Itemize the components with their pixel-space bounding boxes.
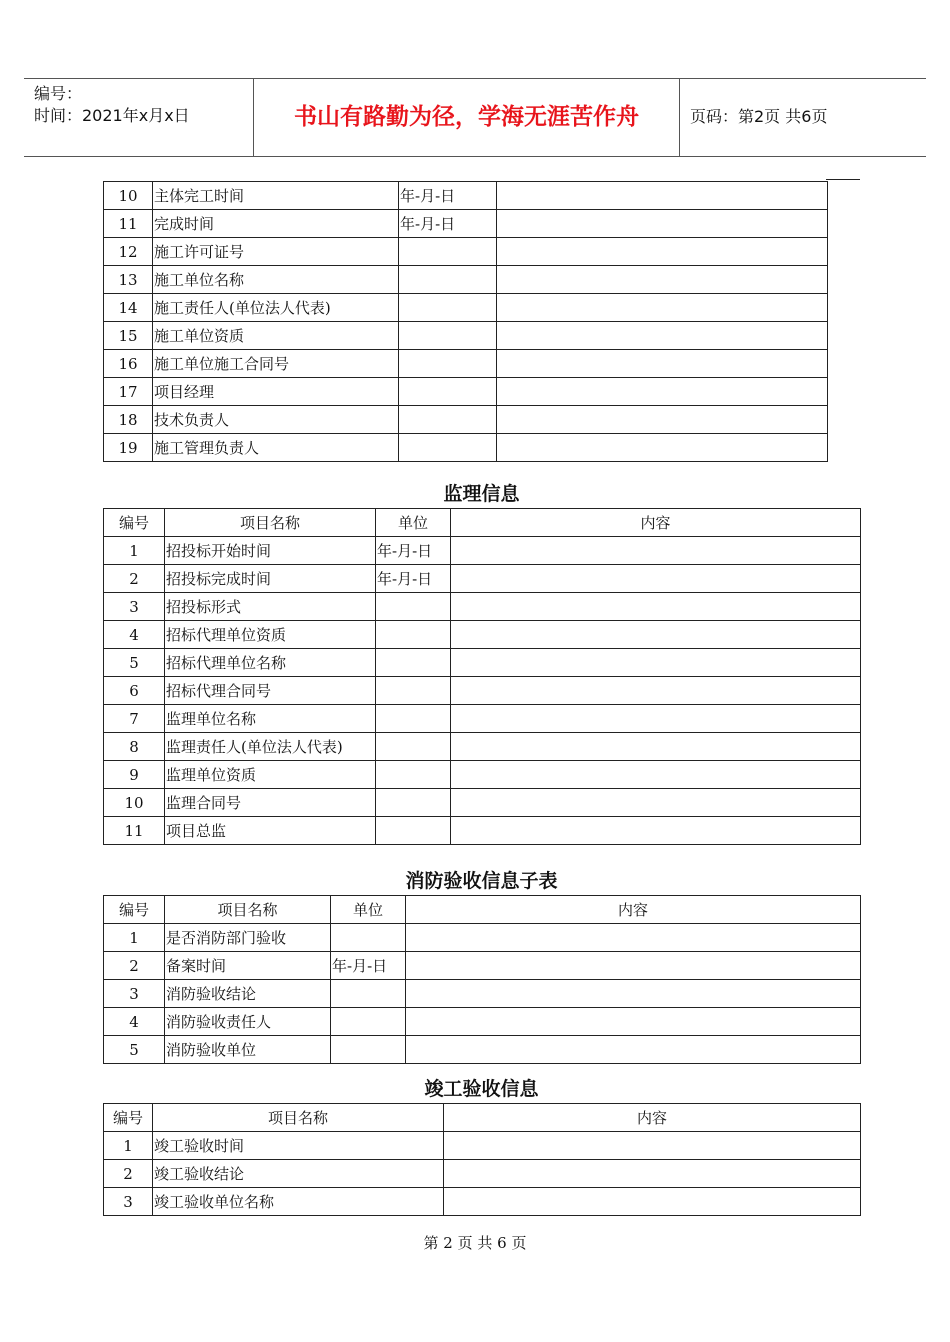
cell-unit: [399, 350, 497, 378]
cell-no: 7: [104, 705, 165, 733]
cell-content: [451, 593, 861, 621]
cell-content: [451, 817, 861, 845]
cell-unit: 年-月-日: [399, 182, 497, 210]
cell-unit: [376, 593, 451, 621]
table-row: [104, 565, 861, 593]
completion-table: [103, 1103, 861, 1216]
table-row: [104, 593, 861, 621]
cell-no: 12: [104, 238, 153, 266]
cell-content: [406, 952, 861, 980]
header-divider: [679, 79, 680, 156]
cell-no: 1: [104, 1132, 153, 1160]
cell-content: [444, 1132, 861, 1160]
cell-name: 主体完工时间: [153, 182, 399, 210]
cell-no: 9: [104, 761, 165, 789]
cell-content: [444, 1188, 861, 1216]
cell-unit: [331, 1008, 406, 1036]
cell-no: 5: [104, 649, 165, 677]
cell-name: 项目总监: [165, 817, 376, 845]
cell-unit: [331, 980, 406, 1008]
time-label: 时间：2021年x月x日: [34, 106, 190, 125]
table-row: [104, 621, 861, 649]
table-row: [104, 238, 828, 266]
cell-content: [497, 378, 828, 406]
cell-no: 19: [104, 434, 153, 462]
cell-name: 招投标形式: [165, 593, 376, 621]
cell-unit: 年-月-日: [376, 537, 451, 565]
table-row: [104, 817, 861, 845]
table-row: [104, 1132, 861, 1160]
cell-unit: [376, 649, 451, 677]
cell-content: [451, 565, 861, 593]
header-cell-name: 项目名称: [165, 509, 376, 537]
table-row: [104, 294, 828, 322]
cell-no: 3: [104, 1188, 153, 1216]
cell-content: [406, 1008, 861, 1036]
header-cell-no: 编号: [104, 509, 165, 537]
header-cell-no: 编号: [104, 1104, 153, 1132]
cell-content: [497, 266, 828, 294]
cell-name: 施工管理负责人: [153, 434, 399, 462]
cell-content: [444, 1160, 861, 1188]
table-row: [104, 1036, 861, 1064]
cell-content: [451, 621, 861, 649]
number-label: 编号：: [34, 84, 83, 103]
cell-no: 1: [104, 924, 165, 952]
cell-name: 竣工验收单位名称: [153, 1188, 444, 1216]
table-row: [104, 434, 828, 462]
cell-name: 监理单位资质: [165, 761, 376, 789]
completion-table-body: [104, 1104, 861, 1216]
cell-content: [451, 789, 861, 817]
cell-no: 6: [104, 677, 165, 705]
table-row: [104, 210, 828, 238]
cell-unit: [399, 238, 497, 266]
table-row: [104, 733, 861, 761]
cell-no: 10: [104, 789, 165, 817]
table-edge-line: [826, 179, 860, 180]
cell-content: [497, 434, 828, 462]
cell-no: 18: [104, 406, 153, 434]
cell-name: 招投标开始时间: [165, 537, 376, 565]
table-row: [104, 322, 828, 350]
table-row: [104, 350, 828, 378]
table-row: [104, 980, 861, 1008]
table-header-row: [104, 896, 861, 924]
header-page-label: 页码：第2页 共6页: [690, 107, 828, 126]
table-row: [104, 789, 861, 817]
cell-name: 施工单位名称: [153, 266, 399, 294]
cell-name: 招标代理单位资质: [165, 621, 376, 649]
page-footer: 第 2 页 共 6 页: [423, 1234, 527, 1252]
cell-content: [451, 649, 861, 677]
supervision-table-body: [104, 509, 861, 845]
supervision-title: 监理信息: [443, 483, 520, 505]
cell-unit: [399, 294, 497, 322]
cell-unit: [399, 406, 497, 434]
cell-no: 2: [104, 952, 165, 980]
header-cell-unit: 单位: [376, 509, 451, 537]
cell-unit: [331, 1036, 406, 1064]
cell-unit: [376, 761, 451, 789]
cell-no: 3: [104, 593, 165, 621]
cell-name: 监理责任人(单位法人代表): [165, 733, 376, 761]
cell-no: 15: [104, 322, 153, 350]
fire-title: 消防验收信息子表: [405, 870, 558, 892]
cell-unit: [376, 621, 451, 649]
table-row: [104, 182, 828, 210]
cell-name: 是否消防部门验收: [165, 924, 331, 952]
cell-name: 备案时间: [165, 952, 331, 980]
table-row: [104, 1188, 861, 1216]
cell-content: [497, 350, 828, 378]
header-cell-name: 项目名称: [153, 1104, 444, 1132]
cell-name: 招标代理合同号: [165, 677, 376, 705]
cell-unit: [376, 705, 451, 733]
cell-name: 消防验收结论: [165, 980, 331, 1008]
cell-no: 11: [104, 210, 153, 238]
cell-unit: 年-月-日: [376, 565, 451, 593]
construction-table-body: [104, 182, 828, 462]
table-header-row: [104, 1104, 861, 1132]
cell-content: [451, 677, 861, 705]
table-row: [104, 537, 861, 565]
cell-unit: 年-月-日: [331, 952, 406, 980]
cell-unit: [376, 817, 451, 845]
cell-content: [451, 705, 861, 733]
cell-name: 完成时间: [153, 210, 399, 238]
header-cell-content: 内容: [451, 509, 861, 537]
cell-name: 施工责任人(单位法人代表): [153, 294, 399, 322]
table-row: [104, 1160, 861, 1188]
table-row: [104, 677, 861, 705]
table-header-row: [104, 509, 861, 537]
supervision-table: [103, 508, 861, 845]
fire-table: [103, 895, 861, 1064]
cell-unit: [376, 789, 451, 817]
cell-name: 监理合同号: [165, 789, 376, 817]
page-header: [24, 78, 926, 157]
header-cell-no: 编号: [104, 896, 165, 924]
fire-table-body: [104, 896, 861, 1064]
cell-name: 招投标完成时间: [165, 565, 376, 593]
cell-name: 技术负责人: [153, 406, 399, 434]
cell-content: [497, 406, 828, 434]
cell-name: 消防验收单位: [165, 1036, 331, 1064]
cell-name: 竣工验收时间: [153, 1132, 444, 1160]
cell-content: [497, 210, 828, 238]
header-motto: 书山有路勤为径，学海无涯苦作舟: [294, 104, 639, 130]
cell-no: 5: [104, 1036, 165, 1064]
cell-content: [406, 1036, 861, 1064]
table-row: [104, 266, 828, 294]
cell-content: [497, 322, 828, 350]
cell-unit: [376, 733, 451, 761]
cell-content: [451, 733, 861, 761]
cell-unit: [399, 322, 497, 350]
cell-no: 11: [104, 817, 165, 845]
cell-name: 项目经理: [153, 378, 399, 406]
cell-no: 1: [104, 537, 165, 565]
cell-no: 8: [104, 733, 165, 761]
header-cell-content: 内容: [444, 1104, 861, 1132]
cell-no: 16: [104, 350, 153, 378]
cell-name: 消防验收责任人: [165, 1008, 331, 1036]
header-cell-name: 项目名称: [165, 896, 331, 924]
header-cell-unit: 单位: [331, 896, 406, 924]
cell-unit: [331, 924, 406, 952]
table-row: [104, 649, 861, 677]
cell-unit: [399, 378, 497, 406]
table-row: [104, 378, 828, 406]
cell-content: [497, 294, 828, 322]
cell-name: 竣工验收结论: [153, 1160, 444, 1188]
cell-no: 10: [104, 182, 153, 210]
cell-no: 17: [104, 378, 153, 406]
cell-no: 2: [104, 565, 165, 593]
table-row: [104, 406, 828, 434]
header-meta: [34, 83, 190, 127]
cell-no: 13: [104, 266, 153, 294]
cell-content: [451, 761, 861, 789]
table-row: [104, 952, 861, 980]
cell-no: 4: [104, 1008, 165, 1036]
table-row: [104, 705, 861, 733]
cell-name: 施工单位施工合同号: [153, 350, 399, 378]
table-row: [104, 1008, 861, 1036]
cell-content: [406, 924, 861, 952]
cell-unit: [399, 434, 497, 462]
table-row: [104, 924, 861, 952]
cell-content: [497, 182, 828, 210]
table-row: [104, 761, 861, 789]
cell-content: [406, 980, 861, 1008]
cell-no: 3: [104, 980, 165, 1008]
cell-no: 14: [104, 294, 153, 322]
cell-name: 施工许可证号: [153, 238, 399, 266]
cell-unit: [376, 677, 451, 705]
cell-no: 4: [104, 621, 165, 649]
cell-name: 招标代理单位名称: [165, 649, 376, 677]
completion-title: 竣工验收信息: [424, 1078, 539, 1100]
construction-table: [103, 181, 828, 462]
cell-unit: [399, 266, 497, 294]
cell-name: 施工单位资质: [153, 322, 399, 350]
cell-unit: 年-月-日: [399, 210, 497, 238]
cell-content: [497, 238, 828, 266]
cell-content: [451, 537, 861, 565]
cell-name: 监理单位名称: [165, 705, 376, 733]
cell-no: 2: [104, 1160, 153, 1188]
header-cell-content: 内容: [406, 896, 861, 924]
